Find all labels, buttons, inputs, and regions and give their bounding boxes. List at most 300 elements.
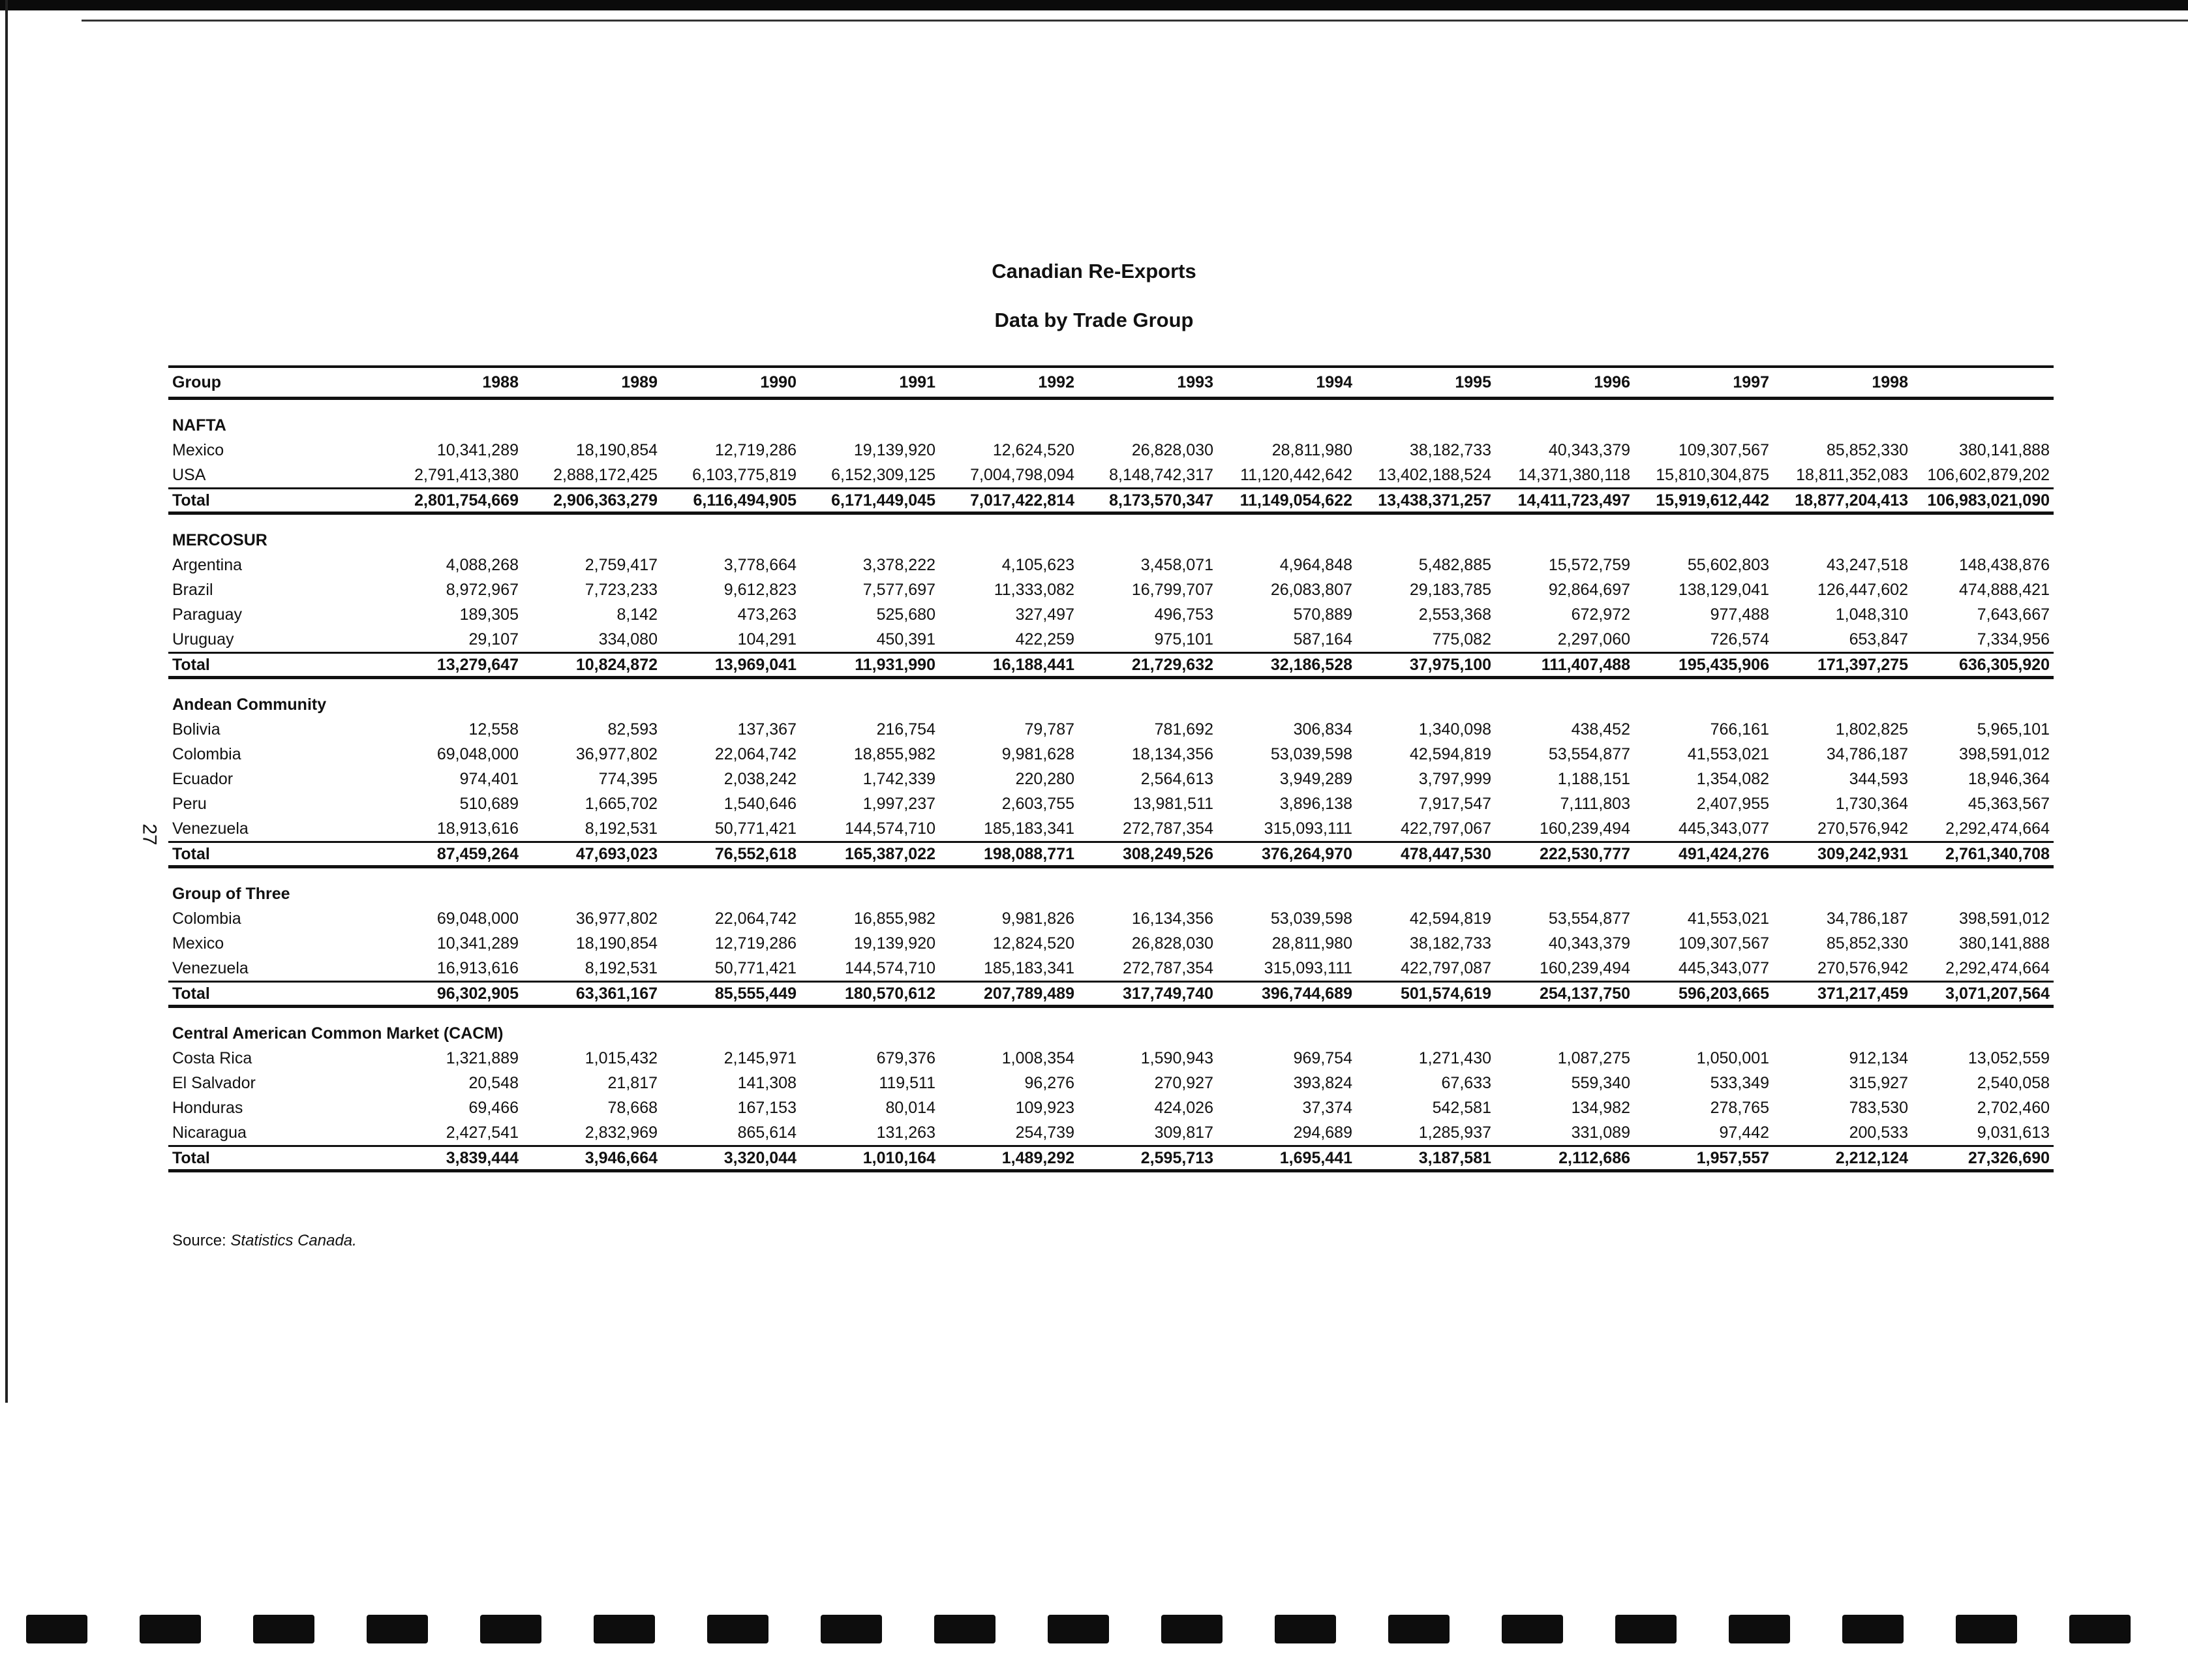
table-cell: 28,811,980 <box>1271 440 1352 459</box>
feed-hole <box>821 1615 882 1643</box>
table-cell: 15,810,304,875 <box>1656 465 1769 484</box>
section-title: Central American Common Market (CACM) <box>172 1024 504 1043</box>
table-cell: 8,192,531 <box>585 958 658 977</box>
table-cell: 119,511 <box>879 1073 935 1092</box>
table-cell: 28,811,980 <box>1271 934 1352 953</box>
table-row <box>168 931 2054 956</box>
section-header-row <box>168 867 2054 907</box>
table-cell: 22,064,742 <box>714 744 797 763</box>
table-cell: 2,540,058 <box>1977 1073 2050 1092</box>
column-header-year: 1998 <box>1773 367 1912 399</box>
table-cell: 7,004,798,094 <box>970 465 1074 484</box>
table-cell: 16,913,616 <box>436 958 519 977</box>
table-cell: 294,689 <box>1293 1123 1352 1142</box>
table-cell: 8,192,531 <box>585 819 658 838</box>
table-cell: 315,093,111 <box>1264 819 1352 838</box>
table-cell: 1,695,441 <box>1217 1146 1356 1171</box>
row-label: Colombia <box>172 744 241 763</box>
table-cell: 969,754 <box>1293 1048 1352 1067</box>
table-cell: 96,302,905 <box>384 982 523 1007</box>
table-cell: 13,438,371,257 <box>1356 489 1495 513</box>
table-cell: 422,259 <box>1015 630 1074 649</box>
table-cell: 1,997,237 <box>862 794 935 813</box>
table-cell: 396,744,689 <box>1217 982 1356 1007</box>
table-cell: 306,834 <box>1293 720 1352 739</box>
table-cell: 5,482,885 <box>1418 555 1491 574</box>
table-cell: 912,134 <box>1849 1048 1908 1067</box>
table-cell: 69,048,000 <box>436 744 519 763</box>
total-row <box>168 653 2054 678</box>
table-cell: 165,387,022 <box>800 842 939 867</box>
table-cell: 344,593 <box>1849 769 1908 788</box>
table-cell: 79,787 <box>1024 720 1074 739</box>
table-row <box>168 627 2054 653</box>
table-cell: 13,981,511 <box>1132 794 1213 813</box>
table-row <box>168 791 2054 816</box>
table-cell: 2,038,242 <box>723 769 797 788</box>
table-cell: 3,946,664 <box>523 1146 661 1171</box>
feed-hole <box>1729 1615 1790 1643</box>
table-cell: 36,977,802 <box>575 744 658 763</box>
table-cell: 2,553,368 <box>1418 605 1491 624</box>
table-cell: 50,771,421 <box>714 819 797 838</box>
table-cell: 87,459,264 <box>384 842 523 867</box>
table-cell: 2,595,713 <box>1078 1146 1217 1171</box>
table-row <box>168 438 2054 463</box>
table-cell: 3,896,138 <box>1279 794 1352 813</box>
table-cell: 45,363,567 <box>1968 794 2050 813</box>
table-cell: 371,217,459 <box>1773 982 1912 1007</box>
source-label: Source: <box>172 1232 226 1249</box>
table-row <box>168 956 2054 982</box>
table-cell: 1,730,364 <box>1835 794 1908 813</box>
scan-top-rule <box>82 20 2188 22</box>
table-cell: 21,817 <box>607 1073 658 1092</box>
table-row <box>168 767 2054 791</box>
table-cell: 2,292,474,664 <box>1945 958 2050 977</box>
table-cell: 42,594,819 <box>1409 909 1491 928</box>
table-cell: 2,407,955 <box>1696 794 1769 813</box>
table-cell: 726,574 <box>1710 630 1769 649</box>
column-header-year: 1997 <box>1634 367 1773 399</box>
table-cell: 6,103,775,819 <box>692 465 797 484</box>
table-cell: 1,087,275 <box>1557 1048 1630 1067</box>
table-cell: 398,591,012 <box>1958 744 2050 763</box>
table-cell: 775,082 <box>1432 630 1491 649</box>
scan-top-border <box>0 0 2188 10</box>
table-cell: 3,797,999 <box>1418 769 1491 788</box>
row-label: Mexico <box>172 934 224 953</box>
table-cell: 200,533 <box>1849 1123 1908 1142</box>
table-cell: 474,888,421 <box>1958 580 2050 599</box>
table-cell: 1,048,310 <box>1835 605 1908 624</box>
table-cell: 533,349 <box>1710 1073 1769 1092</box>
feed-hole <box>594 1615 655 1643</box>
table-cell: 18,190,854 <box>575 440 658 459</box>
feed-hole <box>1275 1615 1336 1643</box>
table-cell: 171,397,275 <box>1773 653 1912 678</box>
table-cell: 138,129,041 <box>1678 580 1769 599</box>
source-text: Statistics Canada. <box>230 1232 357 1249</box>
table-cell: 9,981,826 <box>1001 909 1074 928</box>
table-cell: 195,435,906 <box>1634 653 1773 678</box>
row-label: Argentina <box>172 555 243 574</box>
row-label: Peru <box>172 794 207 813</box>
total-row <box>168 1146 2054 1171</box>
table-cell: 450,391 <box>876 630 935 649</box>
table-cell: 80,014 <box>885 1098 935 1117</box>
table-cell: 78,668 <box>607 1098 658 1117</box>
table-cell: 21,729,632 <box>1078 653 1217 678</box>
table-cell: 14,371,380,118 <box>1518 465 1630 484</box>
table-cell: 2,791,413,380 <box>414 465 519 484</box>
table-cell: 13,969,041 <box>661 653 800 678</box>
table-cell: 85,555,449 <box>661 982 800 1007</box>
table-cell: 27,326,690 <box>1912 1146 2054 1171</box>
table-cell: 3,320,044 <box>661 1146 800 1171</box>
row-label: USA <box>172 465 206 484</box>
table-cell: 309,242,931 <box>1773 842 1912 867</box>
table-cell: 18,855,982 <box>853 744 935 763</box>
column-header-year: 1992 <box>939 367 1078 399</box>
table-cell: 270,576,942 <box>1817 958 1908 977</box>
table-cell: 2,702,460 <box>1977 1098 2050 1117</box>
section-title: NAFTA <box>172 416 226 435</box>
feed-hole <box>367 1615 428 1643</box>
table-cell: 144,574,710 <box>844 819 935 838</box>
table-cell: 2,906,363,279 <box>523 489 661 513</box>
table-cell: 109,923 <box>1015 1098 1074 1117</box>
table-cell: 1,340,098 <box>1418 720 1491 739</box>
table-cell: 18,811,352,083 <box>1796 465 1908 484</box>
table-cell: 1,188,151 <box>1557 769 1630 788</box>
row-label: Honduras <box>172 1098 243 1117</box>
table-cell: 424,026 <box>1154 1098 1213 1117</box>
feed-hole <box>1842 1615 1904 1643</box>
table-cell: 977,488 <box>1710 605 1769 624</box>
table-cell: 308,249,526 <box>1078 842 1217 867</box>
scan-left-edge <box>5 0 8 1403</box>
table-cell: 1,354,082 <box>1696 769 1769 788</box>
row-label: El Salvador <box>172 1073 256 1092</box>
table-cell: 327,497 <box>1015 605 1074 624</box>
feed-hole <box>480 1615 541 1643</box>
table-cell: 207,789,489 <box>939 982 1078 1007</box>
table-cell: 865,614 <box>737 1123 797 1142</box>
row-label: Colombia <box>172 909 241 928</box>
table-cell: 82,593 <box>607 720 658 739</box>
table-cell: 2,564,613 <box>1140 769 1213 788</box>
table-cell: 53,039,598 <box>1270 744 1352 763</box>
table-cell: 167,153 <box>737 1098 797 1117</box>
table-cell: 14,411,723,497 <box>1495 489 1634 513</box>
table-cell: 13,402,188,524 <box>1378 465 1491 484</box>
table-cell: 3,458,071 <box>1140 555 1213 574</box>
table-cell: 1,742,339 <box>862 769 935 788</box>
table-cell: 309,817 <box>1154 1123 1213 1142</box>
section-title: Group of Three <box>172 884 290 903</box>
table-cell: 473,263 <box>737 605 797 624</box>
table-row <box>168 906 2054 931</box>
table-cell: 1,540,646 <box>723 794 797 813</box>
table-cell: 653,847 <box>1849 630 1908 649</box>
table-cell: 596,203,665 <box>1634 982 1773 1007</box>
table-cell: 22,064,742 <box>714 909 797 928</box>
table-cell: 2,888,172,425 <box>553 465 658 484</box>
table-cell: 2,112,686 <box>1495 1146 1634 1171</box>
table-cell: 85,852,330 <box>1826 440 1908 459</box>
table-cell: 34,786,187 <box>1826 744 1908 763</box>
row-label: Total <box>168 489 384 513</box>
table-cell: 9,612,823 <box>723 580 797 599</box>
total-row <box>168 842 2054 867</box>
row-label: Brazil <box>172 580 213 599</box>
table-cell: 3,839,444 <box>384 1146 523 1171</box>
table-cell: 2,427,541 <box>446 1123 519 1142</box>
table-cell: 2,603,755 <box>1001 794 1074 813</box>
table-cell: 3,071,207,564 <box>1912 982 2054 1007</box>
table-cell: 781,692 <box>1154 720 1213 739</box>
feed-hole <box>1388 1615 1450 1643</box>
table-cell: 43,247,518 <box>1826 555 1908 574</box>
table-cell: 11,931,990 <box>800 653 939 678</box>
table-cell: 4,105,623 <box>1001 555 1074 574</box>
table-cell: 5,965,101 <box>1977 720 2050 739</box>
table-cell: 570,889 <box>1293 605 1352 624</box>
table-cell: 18,877,204,413 <box>1773 489 1912 513</box>
table-cell: 220,280 <box>1015 769 1074 788</box>
feed-hole <box>26 1615 87 1643</box>
table-cell: 438,452 <box>1571 720 1630 739</box>
table-cell: 69,048,000 <box>436 909 519 928</box>
table-cell: 12,624,520 <box>992 440 1074 459</box>
row-label: Costa Rica <box>172 1048 252 1067</box>
table-cell: 18,946,364 <box>1968 769 2050 788</box>
table-cell: 10,341,289 <box>436 440 519 459</box>
table-cell: 16,855,982 <box>853 909 935 928</box>
table-cell: 2,759,417 <box>585 555 658 574</box>
table-cell: 1,489,292 <box>939 1146 1078 1171</box>
table-cell: 38,182,733 <box>1409 934 1491 953</box>
table-cell: 11,120,442,642 <box>1240 465 1352 484</box>
table-cell: 2,297,060 <box>1557 630 1630 649</box>
table-cell: 1,008,354 <box>1001 1048 1074 1067</box>
table-cell: 160,239,494 <box>1539 958 1630 977</box>
table-cell: 380,141,888 <box>1958 934 2050 953</box>
table-cell: 12,719,286 <box>714 440 797 459</box>
table-cell: 254,739 <box>1015 1123 1074 1142</box>
total-row <box>168 982 2054 1007</box>
table-cell: 92,864,697 <box>1548 580 1630 599</box>
table-row <box>168 577 2054 602</box>
feed-hole <box>1956 1615 2017 1643</box>
table-cell: 40,343,379 <box>1548 440 1630 459</box>
table-cell: 2,832,969 <box>585 1123 658 1142</box>
table-cell: 53,039,598 <box>1270 909 1352 928</box>
table-cell: 6,171,449,045 <box>800 489 939 513</box>
table-cell: 278,765 <box>1710 1098 1769 1117</box>
table-cell: 42,594,819 <box>1409 744 1491 763</box>
section-header-row <box>168 399 2054 438</box>
table-cell: 445,343,077 <box>1678 819 1769 838</box>
table-cell: 15,572,759 <box>1548 555 1630 574</box>
table-cell: 317,749,740 <box>1078 982 1217 1007</box>
table-cell: 2,292,474,664 <box>1945 819 2050 838</box>
table-cell: 315,093,111 <box>1264 958 1352 977</box>
table-cell: 32,186,528 <box>1217 653 1356 678</box>
table-row <box>168 1046 2054 1071</box>
table-cell: 85,852,330 <box>1826 934 1908 953</box>
feed-hole <box>140 1615 201 1643</box>
table-cell: 783,530 <box>1849 1098 1908 1117</box>
feed-hole <box>1161 1615 1223 1643</box>
table-row <box>168 463 2054 489</box>
table-cell: 6,116,494,905 <box>661 489 800 513</box>
section-header-row <box>168 1007 2054 1046</box>
table-cell: 1,590,943 <box>1140 1048 1213 1067</box>
table-row <box>168 742 2054 767</box>
row-label: Total <box>168 653 384 678</box>
column-header-year: 1993 <box>1078 367 1217 399</box>
table-cell: 8,148,742,317 <box>1109 465 1213 484</box>
table-cell: 18,913,616 <box>436 819 519 838</box>
table-cell: 26,828,030 <box>1131 440 1213 459</box>
table-cell: 141,308 <box>737 1073 797 1092</box>
table-cell: 331,089 <box>1571 1123 1630 1142</box>
table-cell: 34,786,187 <box>1826 909 1908 928</box>
table-cell: 36,977,802 <box>575 909 658 928</box>
table-cell: 185,183,341 <box>983 819 1074 838</box>
row-label: Total <box>168 982 384 1007</box>
table-cell: 69,466 <box>468 1098 519 1117</box>
table-cell: 40,343,379 <box>1548 934 1630 953</box>
table-cell: 53,554,877 <box>1548 744 1630 763</box>
table-cell: 254,137,750 <box>1495 982 1634 1007</box>
table-cell: 272,787,354 <box>1122 958 1213 977</box>
table-cell: 12,558 <box>468 720 519 739</box>
total-row <box>168 489 2054 513</box>
table-cell: 3,778,664 <box>723 555 797 574</box>
row-label: Venezuela <box>172 958 249 977</box>
row-label: Nicaragua <box>172 1123 247 1142</box>
table-cell: 11,149,054,622 <box>1217 489 1356 513</box>
table-cell: 41,553,021 <box>1687 744 1769 763</box>
column-header-year: 1995 <box>1356 367 1495 399</box>
table-cell: 7,577,697 <box>862 580 935 599</box>
table-cell: 636,305,920 <box>1912 653 2054 678</box>
row-label: Mexico <box>172 440 224 459</box>
table-cell: 10,824,872 <box>523 653 661 678</box>
table-cell: 1,321,889 <box>446 1048 519 1067</box>
table-cell: 3,378,222 <box>862 555 935 574</box>
table-cell: 445,343,077 <box>1678 958 1769 977</box>
table-cell: 334,080 <box>598 630 658 649</box>
row-label: Uruguay <box>172 630 234 649</box>
table-cell: 679,376 <box>876 1048 935 1067</box>
table-cell: 4,088,268 <box>446 555 519 574</box>
row-label: Venezuela <box>172 819 249 838</box>
table-cell: 26,828,030 <box>1131 934 1213 953</box>
table-cell: 180,570,612 <box>800 982 939 1007</box>
table-cell: 16,134,356 <box>1131 909 1213 928</box>
table-cell: 496,753 <box>1154 605 1213 624</box>
table-cell: 11,333,082 <box>994 580 1074 599</box>
table-cell: 109,307,567 <box>1678 934 1769 953</box>
table-cell: 2,212,124 <box>1773 1146 1912 1171</box>
table-cell: 1,285,937 <box>1418 1123 1491 1142</box>
feed-hole <box>707 1615 768 1643</box>
row-label: Bolivia <box>172 720 220 739</box>
table-cell: 272,787,354 <box>1122 819 1213 838</box>
table-cell: 1,015,432 <box>585 1048 658 1067</box>
table-cell: 131,263 <box>876 1123 935 1142</box>
table-cell: 7,723,233 <box>585 580 658 599</box>
table-cell: 398,591,012 <box>1958 909 2050 928</box>
table-cell: 185,183,341 <box>983 958 1074 977</box>
table-cell: 501,574,619 <box>1356 982 1495 1007</box>
table-cell: 4,964,848 <box>1279 555 1352 574</box>
table-cell: 7,111,803 <box>1560 794 1630 813</box>
table-cell: 672,972 <box>1571 605 1630 624</box>
table-cell: 8,173,570,347 <box>1078 489 1217 513</box>
table-cell: 50,771,421 <box>714 958 797 977</box>
table-cell: 1,665,702 <box>585 794 658 813</box>
column-header-year <box>1912 367 2054 399</box>
table-cell: 270,927 <box>1154 1073 1213 1092</box>
feed-hole <box>253 1615 314 1643</box>
table-cell: 422,797,067 <box>1400 819 1491 838</box>
table-cell: 7,334,956 <box>1977 630 2050 649</box>
table-cell: 422,797,087 <box>1400 958 1491 977</box>
source-note <box>172 1232 357 1250</box>
column-header-year: 1988 <box>384 367 523 399</box>
table-cell: 106,602,879,202 <box>1927 465 2050 484</box>
table-cell: 3,949,289 <box>1279 769 1352 788</box>
table-cell: 12,824,520 <box>992 934 1074 953</box>
table-cell: 37,374 <box>1302 1098 1352 1117</box>
table-cell: 126,447,602 <box>1817 580 1908 599</box>
trade-group-table <box>168 365 2054 1172</box>
feed-hole <box>1615 1615 1677 1643</box>
table-row <box>168 553 2054 577</box>
table-cell: 1,957,557 <box>1634 1146 1773 1171</box>
table-cell: 9,031,613 <box>1977 1123 2050 1142</box>
table-cell: 2,801,754,669 <box>384 489 523 513</box>
table-cell: 38,182,733 <box>1409 440 1491 459</box>
table-cell: 134,982 <box>1571 1098 1630 1117</box>
section-title: MERCOSUR <box>172 530 267 549</box>
page-subtitle: Data by Trade Group <box>994 309 1194 331</box>
table-cell: 148,438,876 <box>1958 555 2050 574</box>
table-cell: 8,142 <box>616 605 658 624</box>
table-cell: 478,447,530 <box>1356 842 1495 867</box>
table-cell: 6,152,309,125 <box>831 465 935 484</box>
table-cell: 510,689 <box>459 794 519 813</box>
section-title: Andean Community <box>172 695 327 714</box>
table-cell: 16,188,441 <box>939 653 1078 678</box>
table-header-row <box>168 367 2054 399</box>
section-header-row <box>168 678 2054 718</box>
table-cell: 559,340 <box>1571 1073 1630 1092</box>
table-cell: 47,693,023 <box>523 842 661 867</box>
table-cell: 542,581 <box>1432 1098 1491 1117</box>
table-cell: 67,633 <box>1441 1073 1491 1092</box>
table-row <box>168 1095 2054 1120</box>
column-header-group: Group <box>168 367 384 399</box>
table-row <box>168 602 2054 627</box>
table-cell: 380,141,888 <box>1958 440 2050 459</box>
feed-hole <box>934 1615 995 1643</box>
